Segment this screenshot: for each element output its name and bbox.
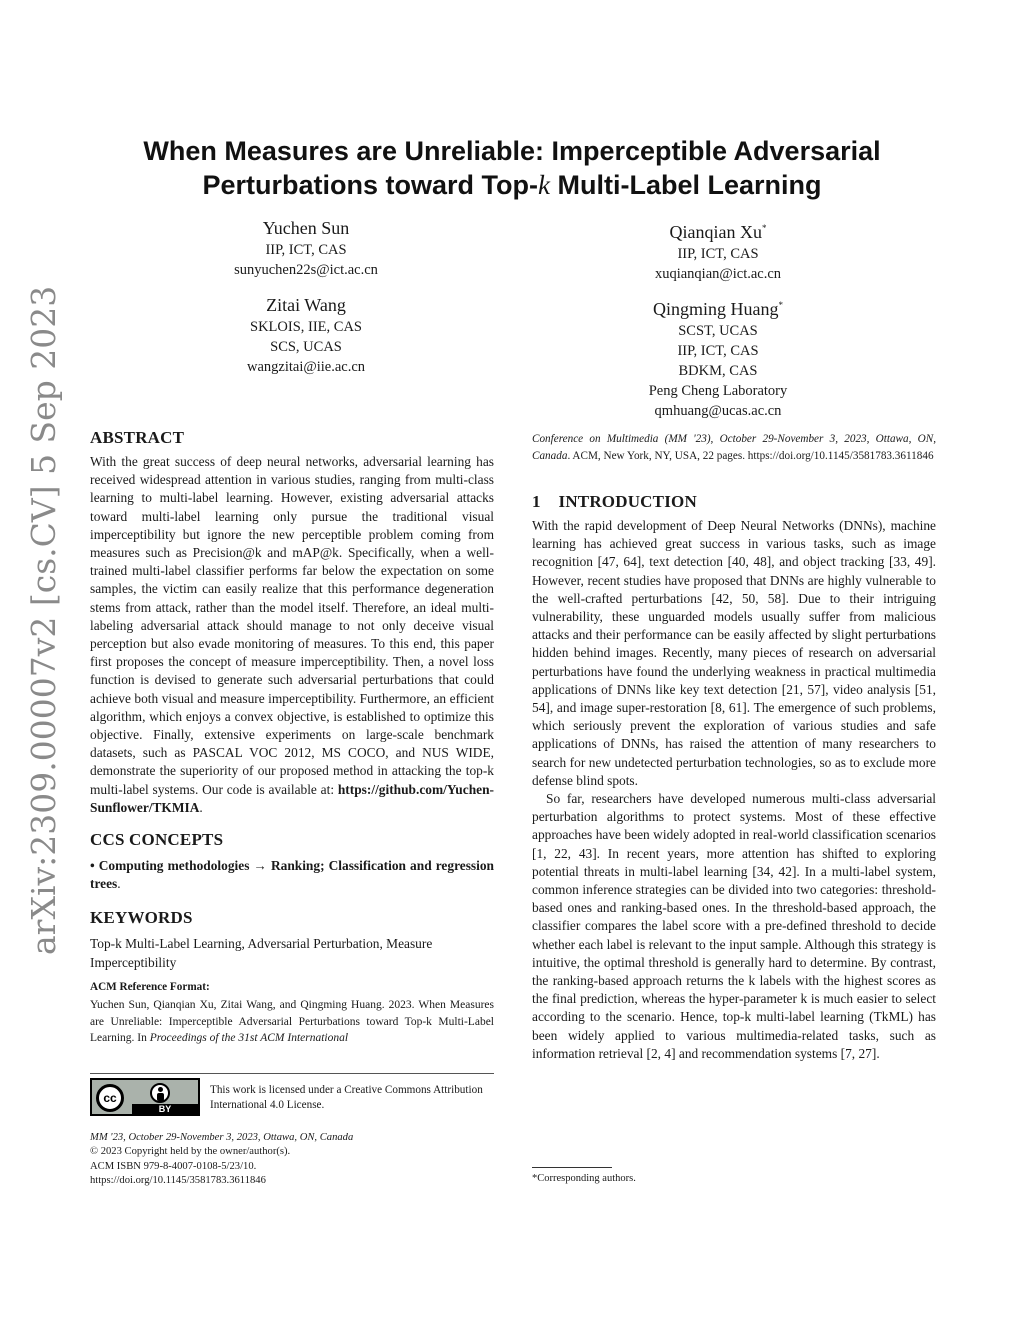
intro-paragraph-1: With the rapid development of Deep Neural Networks (DNNs), machine learning has achieved great success in various tasks, such as image recognition [47, 64], text detection [40, 48], and object tracking [33, 49]. However, recent studies have proposed that DNNs are highly vulnerable to the well-crafted perturbations [42, 50, 58]. Due to their intriguing vulnerability, these unguarded models usually suffer from malicious attacks and their performance can be easily affected by slight perturbations hidden behind images. Recently, many pieces of research on adversarial perturbations have found the underlying weakness in practical multimedia applications of DNNs like key text detection [21, 57], video analysis [51, 54], and image super-restoration [8, 61]. The emergence of such problems, which seriously prevent the exploration of various studies and safe applications of DNNs, has raised the attention of many researchers to search for new undetected perturbation technologies, so as to exclude more defense blind spots.: [532, 518, 936, 788]
ccs-end: .: [117, 876, 121, 892]
conference-note-italic: Conference on Multimedia (MM '23), October 29-November 3, 2023, Ottawa, ON, Canada: [532, 433, 936, 462]
author-block: [156, 216, 456, 280]
conference-note: [532, 431, 936, 465]
author-name-text: Qianqian Xu: [669, 222, 762, 242]
by-label: BY: [132, 1104, 198, 1114]
title-line-2-post: Multi-Label Learning: [549, 170, 822, 200]
conference-note-rest: . ACM, New York, NY, USA, 22 pages. https://doi.org/10.1145/3581783.3611846: [567, 450, 934, 462]
author-email: qmhuang@ucas.ac.cn: [654, 403, 782, 419]
intro-paragraph-2: So far, researchers have developed numerous multi-class adversarial perturbation algorithms to protect systems. Most of these effective approaches have been widely adopted in real-world classification scenarios [1, 22, 43]. In recent years, more attention has shifted to exploring potential threats in multi-label learning [34, 42]. In a multi-label system, common inference strategies can be divided into two categories: threshold-based ones and ranking-based ones. In the threshold-based approach, the classifier compares the label score with a pre-defined threshold to decide whether each label is relevant to the input sample. Although this strategy is intuitive, the optimal threshold is generally hard to determine. By contrast, the ranking-based approach returns the k labels with the highest scores as the final prediction, whereas the hyper-parameter k is much easier to select according to the scenario. Hence, top-k multi-label learning (TkML) has been widely applied to various multimedia-related tasks, such as information retrieval [2, 4] and recommendation systems [7, 27].: [532, 791, 936, 1061]
author-block: [568, 216, 868, 284]
ccs-text: [90, 857, 494, 893]
author-affiliation: Peng Cheng Laboratory: [648, 383, 788, 399]
cc-by-license-badge[interactable]: [90, 1078, 200, 1116]
right-column: [532, 431, 936, 1063]
author-affiliation: IIP, ICT, CAS: [265, 242, 347, 258]
author-affiliation: SCST, UCAS: [678, 323, 758, 339]
left-column: [90, 427, 494, 1047]
author-name: Zitai Wang: [266, 295, 346, 315]
author-email: xuqianqian@ict.ac.cn: [654, 266, 782, 282]
footer-doi[interactable]: https://doi.org/10.1145/3581783.3611846: [90, 1175, 266, 1187]
footnote-divider: [532, 1167, 612, 1168]
ccs-concepts: • Computing methodologies → Ranking; Classification and regression trees: [90, 858, 494, 892]
title-line-1: When Measures are Unreliable: Imperceptible Adversarial: [143, 136, 881, 166]
corresponding-mark: *: [761, 223, 767, 233]
author-name: [568, 216, 868, 244]
author-affiliation: IIP, ICT, CAS: [677, 343, 759, 359]
keywords-text: Top-k Multi-Label Learning, Adversarial Perturbation, Measure Imperceptibility: [90, 936, 433, 970]
ccs-heading: CCS CONCEPTS: [90, 830, 224, 850]
author-affiliation: SCS, UCAS: [270, 339, 342, 355]
acm-ref-venue: Proceedings of the 31st ACM International: [149, 1032, 349, 1045]
license-text: This work is licensed under a Creative Commons Attribution International 4.0 License.: [210, 1084, 483, 1111]
abstract-end: .: [199, 799, 203, 815]
cc-icon: cc: [96, 1084, 124, 1112]
abstract-heading: ABSTRACT: [90, 428, 185, 447]
author-name: Yuchen Sun: [262, 218, 350, 238]
title-line-2-pre: Perturbations toward Top-: [202, 170, 538, 200]
author-name: [568, 293, 868, 321]
acm-ref-text: [90, 997, 494, 1047]
code-link[interactable]: https://github.com/Yuchen-Sunflower/TKMIA: [90, 781, 494, 815]
author-affiliation: BDKM, CAS: [678, 363, 758, 379]
acm-ref-heading: ACM Reference Format:: [90, 980, 210, 993]
keywords-heading: KEYWORDS: [90, 908, 193, 928]
license-divider: [90, 1073, 494, 1074]
footer-isbn: ACM ISBN 979-8-4007-0108-5/23/10.: [90, 1160, 257, 1172]
author-email: sunyuchen22s@ict.ac.cn: [234, 262, 378, 278]
abstract-body: With the great success of deep neural networks, adversarial learning has received widespread attention in various studies, ranging from multi-class learning to multi-label learning. However, existing adversarial attacks toward multi-label learning only pursue the traditional visual imperceptibility but ignore the new perceptible problem coming from measures such as Precision@k and mAP@k. Specifically, when a well-trained multi-label classifier performs far below the expectation on some samples, the victim can easily realize that this performance degeneration stems from attack, rather than the model itself. Therefore, an ideal multi-labeling adversarial attack should manage to not only deceive visual perception but also evade monitoring of measures. To this end, this paper first proposes the concept of measure imperceptibility. Then, a novel loss function is devised to generate such adversarial perturbations that could achieve both visual and measure imperceptibility. Furthermore, an efficient algorithm, which enjoys a convex objective, is established to optimize this objective. Finally, extensive experiments on large-scale benchmark datasets, such as PASCAL VOC 2012, MS COCO, and NUS WIDE, demonstrate the superiority of our proposed method in attacking the top-k multi-label systems. Our code is available at:: [90, 454, 494, 797]
attribution-person-icon: [150, 1083, 170, 1103]
footer-conference: MM '23, October 29-November 3, 2023, Ottawa, ON, Canada: [90, 1132, 354, 1143]
author-name-text: Qingming Huang: [653, 299, 779, 319]
paper-title: [90, 134, 934, 202]
introduction-heading: 1 INTRODUCTION: [532, 492, 697, 511]
acm-ref-body: Yuchen Sun, Qianqian Xu, Zitai Wang, and Qingming Huang. 2023. When Measures are Unreliable: Imperceptible Adversarial Perturbations toward Top-k Multi-Label Learning. In: [90, 999, 494, 1045]
corresponding-mark: *: [778, 300, 783, 310]
author-email: wangzitai@iie.ac.cn: [246, 359, 366, 375]
abstract-text: [90, 453, 494, 817]
left-footer: [90, 1131, 494, 1189]
footnote: *Corresponding authors.: [532, 1173, 636, 1184]
author-block: [568, 293, 868, 421]
title-k: k: [538, 170, 550, 200]
author-affiliation: IIP, ICT, CAS: [677, 246, 759, 262]
arxiv-stamp: arXiv:2309.00007v2 [cs.CV] 5 Sep 2023: [24, 285, 63, 955]
author-block: [156, 293, 456, 377]
author-affiliation: SKLOIS, IIE, CAS: [250, 319, 362, 335]
footer-copyright: © 2023 Copyright held by the owner/author(s).: [90, 1146, 291, 1158]
